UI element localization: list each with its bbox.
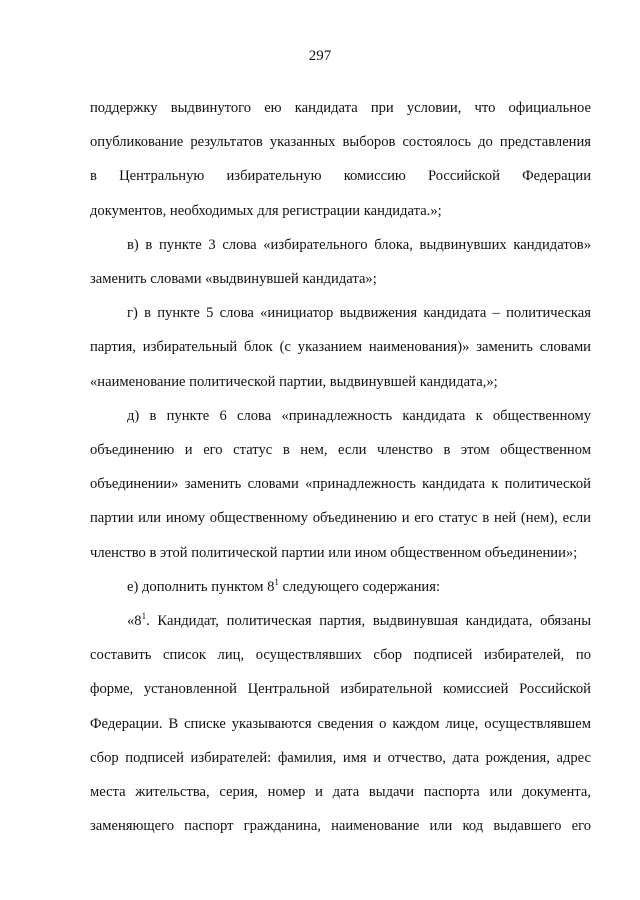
text-fragment: . Кандидат, политическая партия, выдвинувшая кандидата, обязаны [146, 613, 591, 630]
paragraph-item-v [90, 228, 591, 296]
text-line: объединению и его статус в нем, если членство в этом общественном [90, 442, 591, 459]
text-fragment: следующего содержания: [278, 578, 441, 595]
text-line: объединении» заменить словами «принадлежность кандидата к политической [90, 476, 591, 493]
text-line: г) в пункте 5 слова «инициатор выдвижения кандидата – политическая [127, 305, 591, 322]
paragraph-continuation [90, 91, 591, 228]
text-fragment: е) дополнить пунктом 8 [127, 578, 275, 595]
text-line [90, 604, 591, 638]
superscript: 1 [141, 611, 147, 622]
text-line: в Центральную избирательную комиссию Российской Федерации [90, 168, 591, 185]
text-line: форме, установленной Центральной избирательной комиссией Российской [90, 681, 591, 698]
text-line: в) в пункте 3 слова «избирательного блока, выдвинувших кандидатов» [127, 236, 591, 253]
text-line: заменяющего паспорт гражданина, наименование или код выдавшего его [90, 818, 591, 835]
text-line: партия, избирательный блок (с указанием наименования)» заменить словами [90, 339, 591, 356]
document-body [90, 91, 591, 843]
text-line: д) в пункте 6 слова «принадлежность кандидата к общественному [127, 407, 591, 424]
text-fragment: «8 [127, 613, 142, 630]
page-number: 297 [308, 48, 332, 64]
text-line: поддержку выдвинутого ею кандидата при условии, что официальное [90, 100, 591, 116]
text-line: составить список лиц, осуществлявших сбор подписей избирателей, по [90, 647, 591, 664]
text-line: заменить словами «выдвинувшей кандидата»; [90, 271, 377, 288]
paragraph-item-d [90, 399, 591, 570]
text-line: документов, необходимых для регистрации кандидата.»; [90, 202, 442, 219]
paragraph-item-e [90, 570, 591, 604]
text-line: Федерации. В списке указываются сведения о каждом лице, осуществлявшем [90, 715, 591, 732]
text-line: опубликование результатов указанных выборов состоялось до представления [90, 134, 591, 151]
superscript: 1 [274, 576, 279, 587]
paragraph-item-g [90, 296, 591, 399]
paragraph-quoted-article [90, 604, 591, 843]
text-line: сбор подписей избирателей: фамилия, имя и отчество, дата рождения, адрес [90, 749, 591, 766]
text-line: «наименование политической партии, выдвинувшей кандидата,»; [90, 373, 498, 390]
text-line: партии или иному общественному объединению и его статус в ней (нем), если [90, 510, 591, 527]
text-line: членство в этой политической партии или ином общественном объединении»; [90, 544, 578, 561]
text-line [90, 570, 591, 604]
text-line: места жительства, серия, номер и дата выдачи паспорта или документа, [90, 784, 591, 801]
